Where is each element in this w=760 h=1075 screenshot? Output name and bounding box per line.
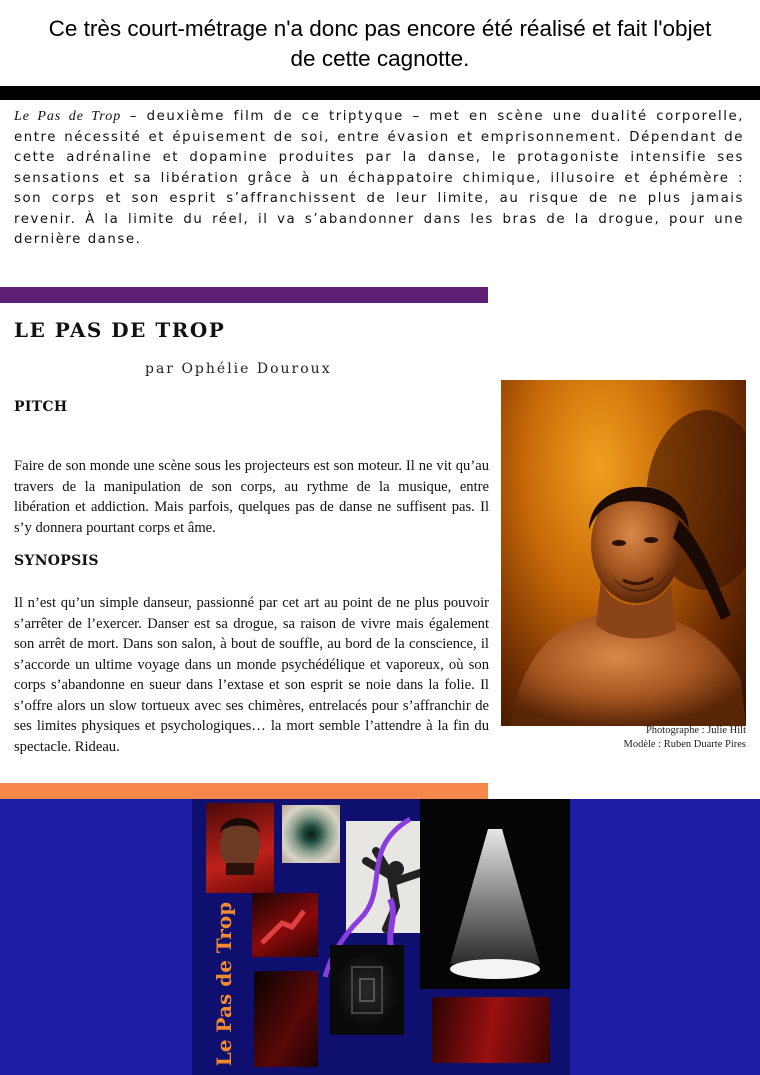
portrait-photo: [501, 380, 746, 726]
author-byline: par Ophélie Douroux: [145, 361, 332, 377]
banner-line-1: Ce très court-métrage n'a donc pas encore été réalisé et fait l'objet: [48, 16, 712, 41]
intro-text: – deuxième film de ce triptyque – met en scène une dualité corporelle, entre nécessité et épuisement de soi, entre évasion et emprisonnement. Dépendant de cette adrénaline et dopamine produites par la danse, le protagoniste intensifie ses sensations et sa libération grâce à un échappatoire chimique, illusoire et éphémère : son corps et son esprit s’affranchissent de leur limite, au risque de ne plus jamais revenir. À la limite du réel, il va s’abandonner dans les bras de la drogue, pour une dernière danse.: [14, 109, 744, 247]
moodboard-collage: [192, 799, 570, 1075]
spotlight-illustration: [420, 799, 570, 989]
moodboard-title-text: Le Pas de Trop: [212, 901, 236, 1067]
pitch-heading: PITCH: [14, 399, 68, 415]
banner-text: [0, 14, 760, 74]
red-hands-image: [252, 893, 318, 957]
black-divider: [0, 86, 760, 100]
photographer-credit: Photographe : Julie Hilt: [645, 725, 746, 736]
corridor-illustration: [330, 945, 404, 1035]
singer-portrait-illustration: [206, 803, 274, 893]
model-credit: Modèle : Ruben Duarte Pires: [623, 739, 746, 750]
synopsis-heading: SYNOPSIS: [14, 553, 99, 569]
corridor-image: [330, 945, 404, 1035]
banner-line-2: de cette cagnotte.: [290, 46, 470, 71]
header-banner: [0, 0, 760, 86]
hands-illustration: [252, 893, 318, 957]
spotlight-image: [420, 799, 570, 989]
pitch-text: Faire de son monde une scène sous les projecteurs est son moteur. Il ne vit qu’au travers de la manipulation de son corps, au rythme de la musique, entre libération et addiction. Mais parfois, quelques pas de danse ne suffisent pas. Il s’y donnera pourtant corps et âme.: [14, 458, 489, 536]
singer-portrait-image: [206, 803, 274, 893]
orange-divider: [0, 783, 488, 799]
purple-divider: [0, 287, 488, 303]
synopsis-text: Il n’est qu’un simple danseur, passionné par cet art au point de ne plus pouvoir s’arrêter de l’exercer. Danser est sa drogue, sa raison de vivre mais également son arrêt de mort. Dans son salon, à bout de souffle, au bord de la conscience, il s’accorde un ultime voyage dans un monde psychédélique et vaporeux, où son corps s’abandonne en sueur dans l’extase et son esprit se noie dans la folie. Il s’offre alors un slow tortueux avec ses chimères, entrelacés pour s’affranchir de ses limites physiques et psychologiques… la mort semble l’attendre à la fin du spectacle. Rideau.: [14, 595, 489, 755]
page-title: LE PAS DE TROP: [14, 318, 226, 342]
intro-film-title: Le Pas de Trop: [14, 109, 122, 124]
portrait-illustration: [501, 380, 746, 726]
moodboard-title: [202, 894, 246, 1074]
red-room-image: [254, 971, 318, 1067]
intro-paragraph: [14, 107, 744, 251]
red-theatre-image: [432, 997, 550, 1063]
